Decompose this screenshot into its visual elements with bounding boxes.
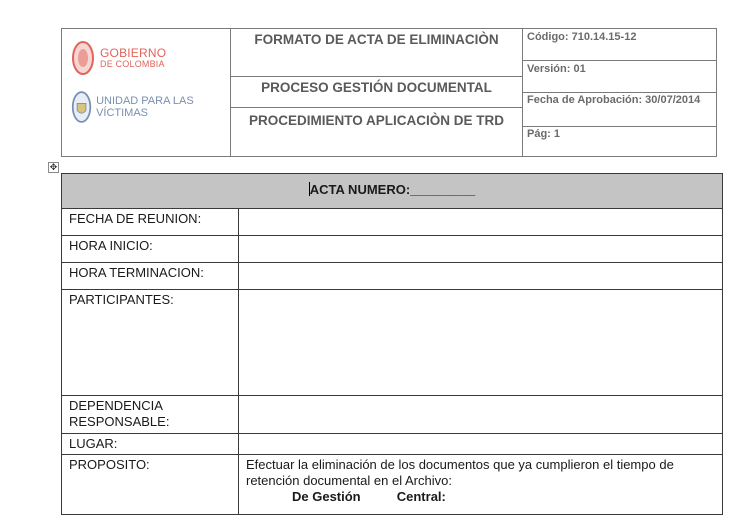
field-label: HORA TERMINACION: [62,263,239,290]
divider [522,60,716,61]
document-header [61,28,717,157]
field-label: HORA INICIO: [62,236,239,263]
colombia-text: DE COLOMBIA [100,58,165,69]
document-title: FORMATO DE ACTA DE ELIMINACIÒN [254,32,499,47]
acta-number-cell[interactable] [62,174,723,209]
victimas-text: UNIDAD PARA LAS VÍCTIMAS [96,95,194,119]
table-row [62,455,723,515]
table-move-handle-icon[interactable]: ✥ [49,162,58,172]
table-row [62,209,723,236]
field-label: PROPOSITO: [62,455,239,515]
document-code: Código: 710.14.15-12 [527,31,637,43]
divider [522,126,716,127]
procedure-name: PROCEDIMIENTO APLICACIÒN DE TRD [248,113,504,128]
divider [230,76,522,77]
fecha-reunion-field[interactable] [239,209,723,236]
acta-number-row [62,174,723,209]
document-version: Versión: 01 [527,63,586,75]
page-number: Pág: 1 [527,128,561,140]
lugar-field[interactable] [239,434,723,455]
proposito-text: Efectuar la eliminación de los documentos que ya cumplieron el tiempo de retención documental en el Archivo: [246,457,674,488]
logo-area [62,29,230,156]
table-row [62,290,723,396]
shield-icon [71,87,92,127]
proposito-field[interactable] [239,455,723,515]
hora-inicio-field[interactable] [239,236,723,263]
field-label: PARTICIPANTES: [62,290,239,396]
divider [230,107,522,108]
divider [522,92,716,93]
gobierno-logo [71,39,166,77]
table-row [62,263,723,290]
table-row [62,434,723,455]
table-row [62,236,723,263]
participantes-field[interactable] [239,290,723,396]
gobierno-text: GOBIERNO [100,45,167,60]
dependencia-field[interactable] [239,396,723,434]
victimas-logo [71,87,230,127]
table-row [62,396,723,434]
field-label: DEPENDENCIA RESPONSABLE: [62,396,239,434]
acta-number-label: ACTA NUMERO:_________ [309,182,476,197]
acta-form-table [61,173,723,515]
field-label: FECHA DE REUNION: [62,209,239,236]
hora-terminacion-field[interactable] [239,263,723,290]
proposito-options: De Gestión Central: [292,489,446,504]
field-label: LUGAR: [62,434,239,455]
approval-date: Fecha de Aprobación: 30/07/2014 [527,94,701,106]
process-name: PROCESO GESTIÓN DOCUMENTAL [261,80,492,95]
coat-of-arms-icon [71,39,95,77]
